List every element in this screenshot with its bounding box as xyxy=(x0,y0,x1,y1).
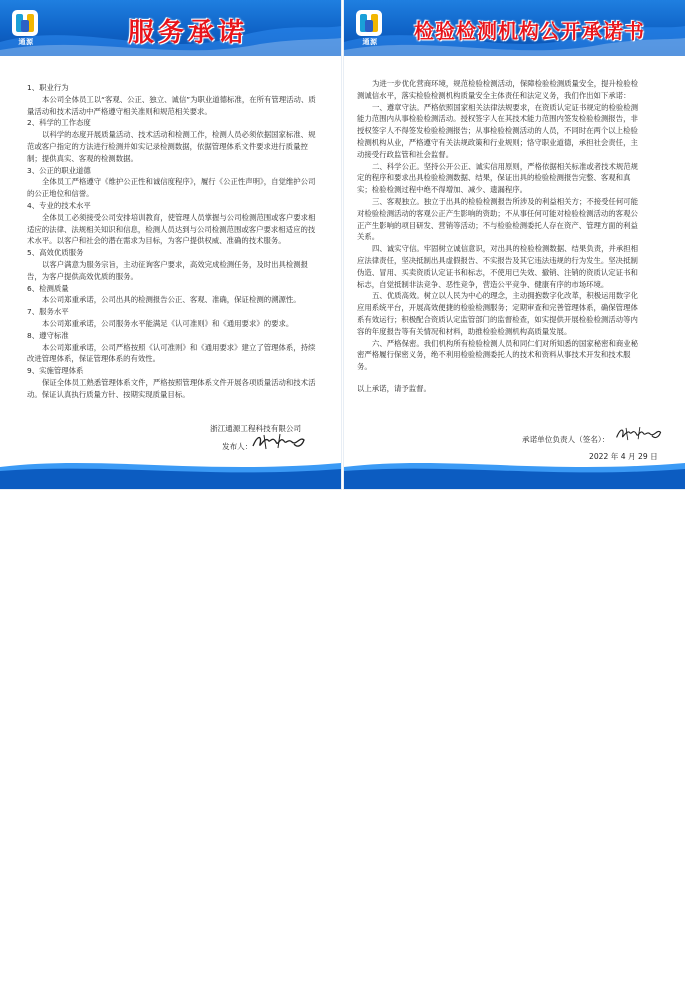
page-header xyxy=(344,0,685,56)
issuer-label: 发布人： xyxy=(222,442,253,451)
section-text: 保证全体员工熟悉管理体系文件，严格按照管理体系文件开展各项质量活动和技术活动。保证认真执行质量方针、按期实现质量目标。 xyxy=(27,377,316,399)
footer-wave-decoration xyxy=(344,457,685,489)
section-heading: 7、服务水平 xyxy=(27,307,69,317)
handwritten-signature xyxy=(614,424,664,444)
signer-label: 承诺单位负责人（签名）： xyxy=(522,435,610,444)
commitment-item: 五、优质高效。树立以人民为中心的理念，主动拥抱数字化改革，积极运用数字化应用系统平台，开展高效便捷的检验检测服务；定期审查和完善管理体系，确保管理体系有效运行；积极配合资质认定监管部门的监督检查，如实提供开展检验检测活动等内容的年度报告等有关情况和材料，助推检验检测机构高质量发展。 xyxy=(357,291,639,336)
section-heading: 6、检测质量 xyxy=(27,283,69,293)
section-text: 本公司全体员工以“客观、公正、独立、诚信”为职业道德标准，在所有管理活动、质量活动和技术活动中严格遵守相关准则和规范相关要求。 xyxy=(27,94,316,116)
service-commitment-page xyxy=(0,0,341,489)
section-heading: 4、专业的技术水平 xyxy=(27,200,91,210)
logo-text: 通源 xyxy=(18,38,34,46)
page-header xyxy=(0,0,341,56)
handwritten-signature xyxy=(250,432,308,452)
commitment-item: 二、科学公正。坚持公开公正、诚实信用原则，严格依据相关标准或者技术规范规定的程序和要求出具检验检测数据、结果，保证出具的检验检测报告完整、客观和真实；检验检测过程中绝不得增加、减少、遗漏程序。 xyxy=(357,161,639,195)
section-text: 全体员工必须接受公司安排培训教育，使管理人员掌握与公司检测范围或客户要求相适应的法律、法规相关知识和信息，检测人员达到与公司检测范围或客户要求相适应的技术水平。以客户和社会的潜在需求为目标，为客户提供权威、准确的技术服务。 xyxy=(27,212,316,246)
closing-text: 以上承诺，请予监督。 xyxy=(357,383,431,393)
page-footer xyxy=(344,467,685,489)
commitment-body xyxy=(357,78,645,395)
commitment-item: 一、遵章守法。严格依照国家相关法律法规要求，在资质认定证书规定的检验检测能力范围内从事检验检测活动。授权签字人在其技术能力范围内签发检验检测报告，非授权签字人不得签发检验检测报告；从事检验检测活动的人员，不同时在两个以上检验检测机构从业，严格遵守有关法规政策和行业规则；恪守职业道德，承担社会责任，主动接受行政监管和社会监督。 xyxy=(357,102,639,159)
company-name: 浙江通源工程科技有限公司 xyxy=(210,424,302,433)
commitment-item: 三、客观独立。独立于出具的检验检测报告所涉及的利益相关方；不接受任何可能对检验检测活动的客观公正产生影响的资助；不从事任何可能对检验检测活动的客观公正产生影响的项目研发、营销等活动；不与检验检测委托人存在资产、管理方面的利益关系。 xyxy=(357,196,639,242)
commitment-item: 四、诚实守信。牢固树立诚信意识，对出具的检验检测数据、结果负责，并承担相应法律责任，坚决抵制出具虚假报告、不实报告及其它违法违规的行为发生。坚决抵制伪造、冒用、买卖资质认定证书和标志，不使用已失效、撤销、注销的资质认定证书和标志，自觉抵制非法竞争、恶性竞争，营造公平竞争、健康有序的市场环境。 xyxy=(357,244,639,289)
section-text: 全体员工严格遵守《维护公正性和诚信度程序》，履行《公正性声明》，自觉维护公司的公正地位和信誉。 xyxy=(27,177,316,199)
section-heading: 8、遵守标准 xyxy=(27,330,69,340)
page-title: 服务承诺 xyxy=(128,18,249,48)
page-footer xyxy=(0,467,341,489)
section-heading: 3、公正的职业道德 xyxy=(27,165,91,175)
section-heading: 2、科学的工作态度 xyxy=(27,118,91,128)
section-text: 本公司郑重承诺，公司严格按照《认可准则》和《通用要求》建立了管理体系，持续改进管理体系，保证管理体系的有效性。 xyxy=(27,342,316,364)
commitment-item: 六、严格保密。我们机构所有检验检测人员和同仁们对所知悉的国家秘密和商业秘密严格履行保密义务，绝不利用检验检测委托人的技术和资料从事技术开发和技术服务。 xyxy=(357,338,639,372)
logo-text: 通源 xyxy=(362,38,378,46)
section-text: 本公司郑重承诺，公司服务水平能满足《认可准则》和《通用要求》的要求。 xyxy=(42,318,294,328)
section-heading: 9、实施管理体系 xyxy=(27,366,84,376)
public-commitment-page xyxy=(344,0,685,489)
section-text: 以客户满意为服务宗旨，主动征询客户要求，高效完成检测任务，及时出具检测报告，为客户提供高效优质的服务。 xyxy=(27,259,309,281)
section-text: 以科学的态度开展质量活动、技术活动和检测工作，检测人员必须依据国家标准、规范或客户指定的方法进行检测并如实记录检测数据，依据管理体系文件要求进行质量控制；提供真实、客观的检测数据。 xyxy=(27,130,316,163)
intro-paragraph: 为进一步优化营商环境，规范检验检测活动，保障检验检测质量安全，提升检验检测诚信水平，落实检验检测机构质量安全主体责任和法定义务，我们作出如下承诺： xyxy=(357,79,639,100)
commitment-date: 2022 年 4 月 29 日 xyxy=(589,452,658,461)
commitment-body xyxy=(27,82,321,401)
section-heading: 1、职业行为 xyxy=(27,83,69,92)
footer-wave-decoration xyxy=(0,457,341,489)
section-text: 本公司郑重承诺，公司出具的检测报告公正、客观、准确，保证检测的溯源性。 xyxy=(42,295,301,305)
page-title: 检验检测机构公开承诺书 xyxy=(414,19,645,43)
section-heading: 5、高效优质服务 xyxy=(27,248,84,258)
